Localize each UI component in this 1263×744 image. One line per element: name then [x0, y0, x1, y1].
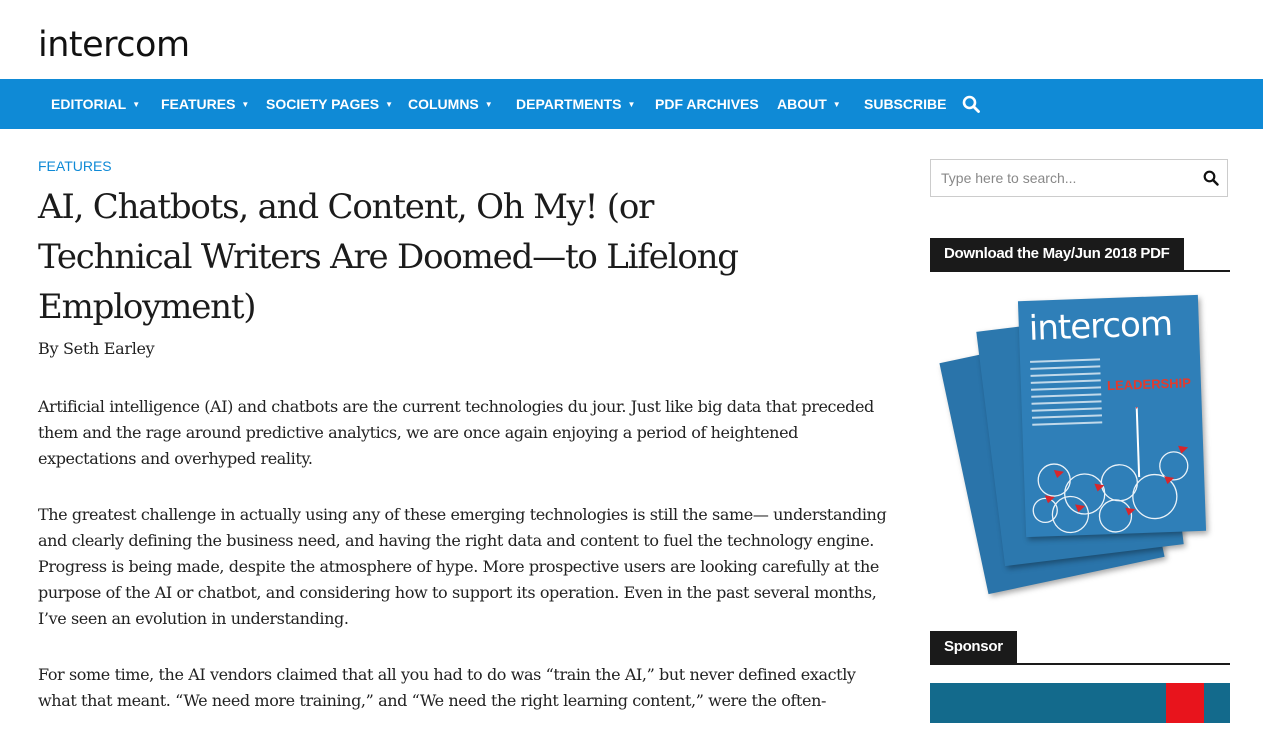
nav-label: EDITORIAL — [51, 96, 127, 112]
magazine-title: intercom — [1028, 303, 1173, 349]
article-category-link[interactable]: FEATURES — [38, 158, 112, 174]
caret-down-icon: ▼ — [241, 100, 250, 109]
search-icon[interactable] — [1203, 170, 1219, 186]
magazine-cover-image[interactable] — [958, 292, 1218, 592]
search-input[interactable] — [931, 160, 1191, 196]
article-title: AI, Chatbots, and Content, Oh My! (or Technical Writers Are Doomed—to Lifelong Employment) — [38, 187, 738, 327]
sponsor-heading: Sponsor — [930, 631, 1017, 663]
sponsor-ad-banner[interactable] — [930, 683, 1230, 723]
caret-down-icon: ▼ — [484, 100, 493, 109]
nav-label: ABOUT — [777, 96, 827, 112]
main-nav — [0, 79, 1263, 129]
download-heading-link[interactable]: Download the May/Jun 2018 PDF — [930, 238, 1184, 270]
nav-label: FEATURES — [161, 96, 236, 112]
download-widget-heading — [930, 238, 1230, 272]
caret-down-icon: ▼ — [385, 100, 393, 109]
article-byline: By Seth Earley — [38, 339, 155, 358]
nav-item-columns[interactable] — [408, 79, 493, 129]
sidebar-search — [930, 159, 1228, 197]
nav-item-about[interactable] — [777, 79, 841, 129]
sponsor-ad-accent — [1166, 683, 1204, 723]
article-paragraph: Artificial intelligence (AI) and chatbots are the current technologies du jour. Just like big data that preceded them and the rage around predictive analytics, we are once again enjoying a period of heightened expectations and overhyped reality. — [38, 397, 874, 468]
nav-item-subscribe[interactable] — [864, 79, 946, 129]
magazine-cover-word: LEADERSHIP — [1106, 375, 1192, 394]
nav-label: SOCIETY PAGES — [266, 96, 380, 112]
article-body — [38, 394, 898, 744]
caret-down-icon: ▼ — [832, 100, 841, 109]
sponsor-widget-heading — [930, 631, 1230, 665]
nav-item-editorial[interactable] — [51, 79, 140, 129]
caret-down-icon: ▼ — [132, 100, 141, 109]
nav-item-society-pages[interactable] — [266, 79, 393, 129]
article-paragraph: For some time, the AI vendors claimed that all you had to do was “train the AI,” but never defined exactly what that meant. “We need more training,” and “We need the right learning content,” were the often- — [38, 665, 856, 710]
nav-item-features[interactable] — [161, 79, 249, 129]
caret-down-icon: ▼ — [627, 100, 636, 109]
site-logo[interactable]: intercom — [38, 25, 190, 65]
magazine-front-cover — [1018, 295, 1206, 537]
nav-item-departments[interactable] — [516, 79, 635, 129]
airplanes-illustration — [1022, 405, 1206, 537]
nav-item-pdf-archives[interactable] — [655, 79, 759, 129]
search-icon[interactable] — [962, 95, 980, 113]
nav-label: COLUMNS — [408, 96, 479, 112]
nav-label: DEPARTMENTS — [516, 96, 622, 112]
nav-label: PDF ARCHIVES — [655, 96, 759, 112]
article-paragraph: The greatest challenge in actually using any of these emerging technologies is still the same— understanding and clearly defining the business need, and having the right data and content to fuel the technology engine. Progress is being made, despite the atmosphere of hype. More prospective users are looking carefully at the purpose of the AI or chatbot, and considering how to support its operation. Even in the past several months, I’ve seen an evolution in understanding. — [38, 505, 887, 628]
nav-label: SUBSCRIBE — [864, 96, 947, 112]
